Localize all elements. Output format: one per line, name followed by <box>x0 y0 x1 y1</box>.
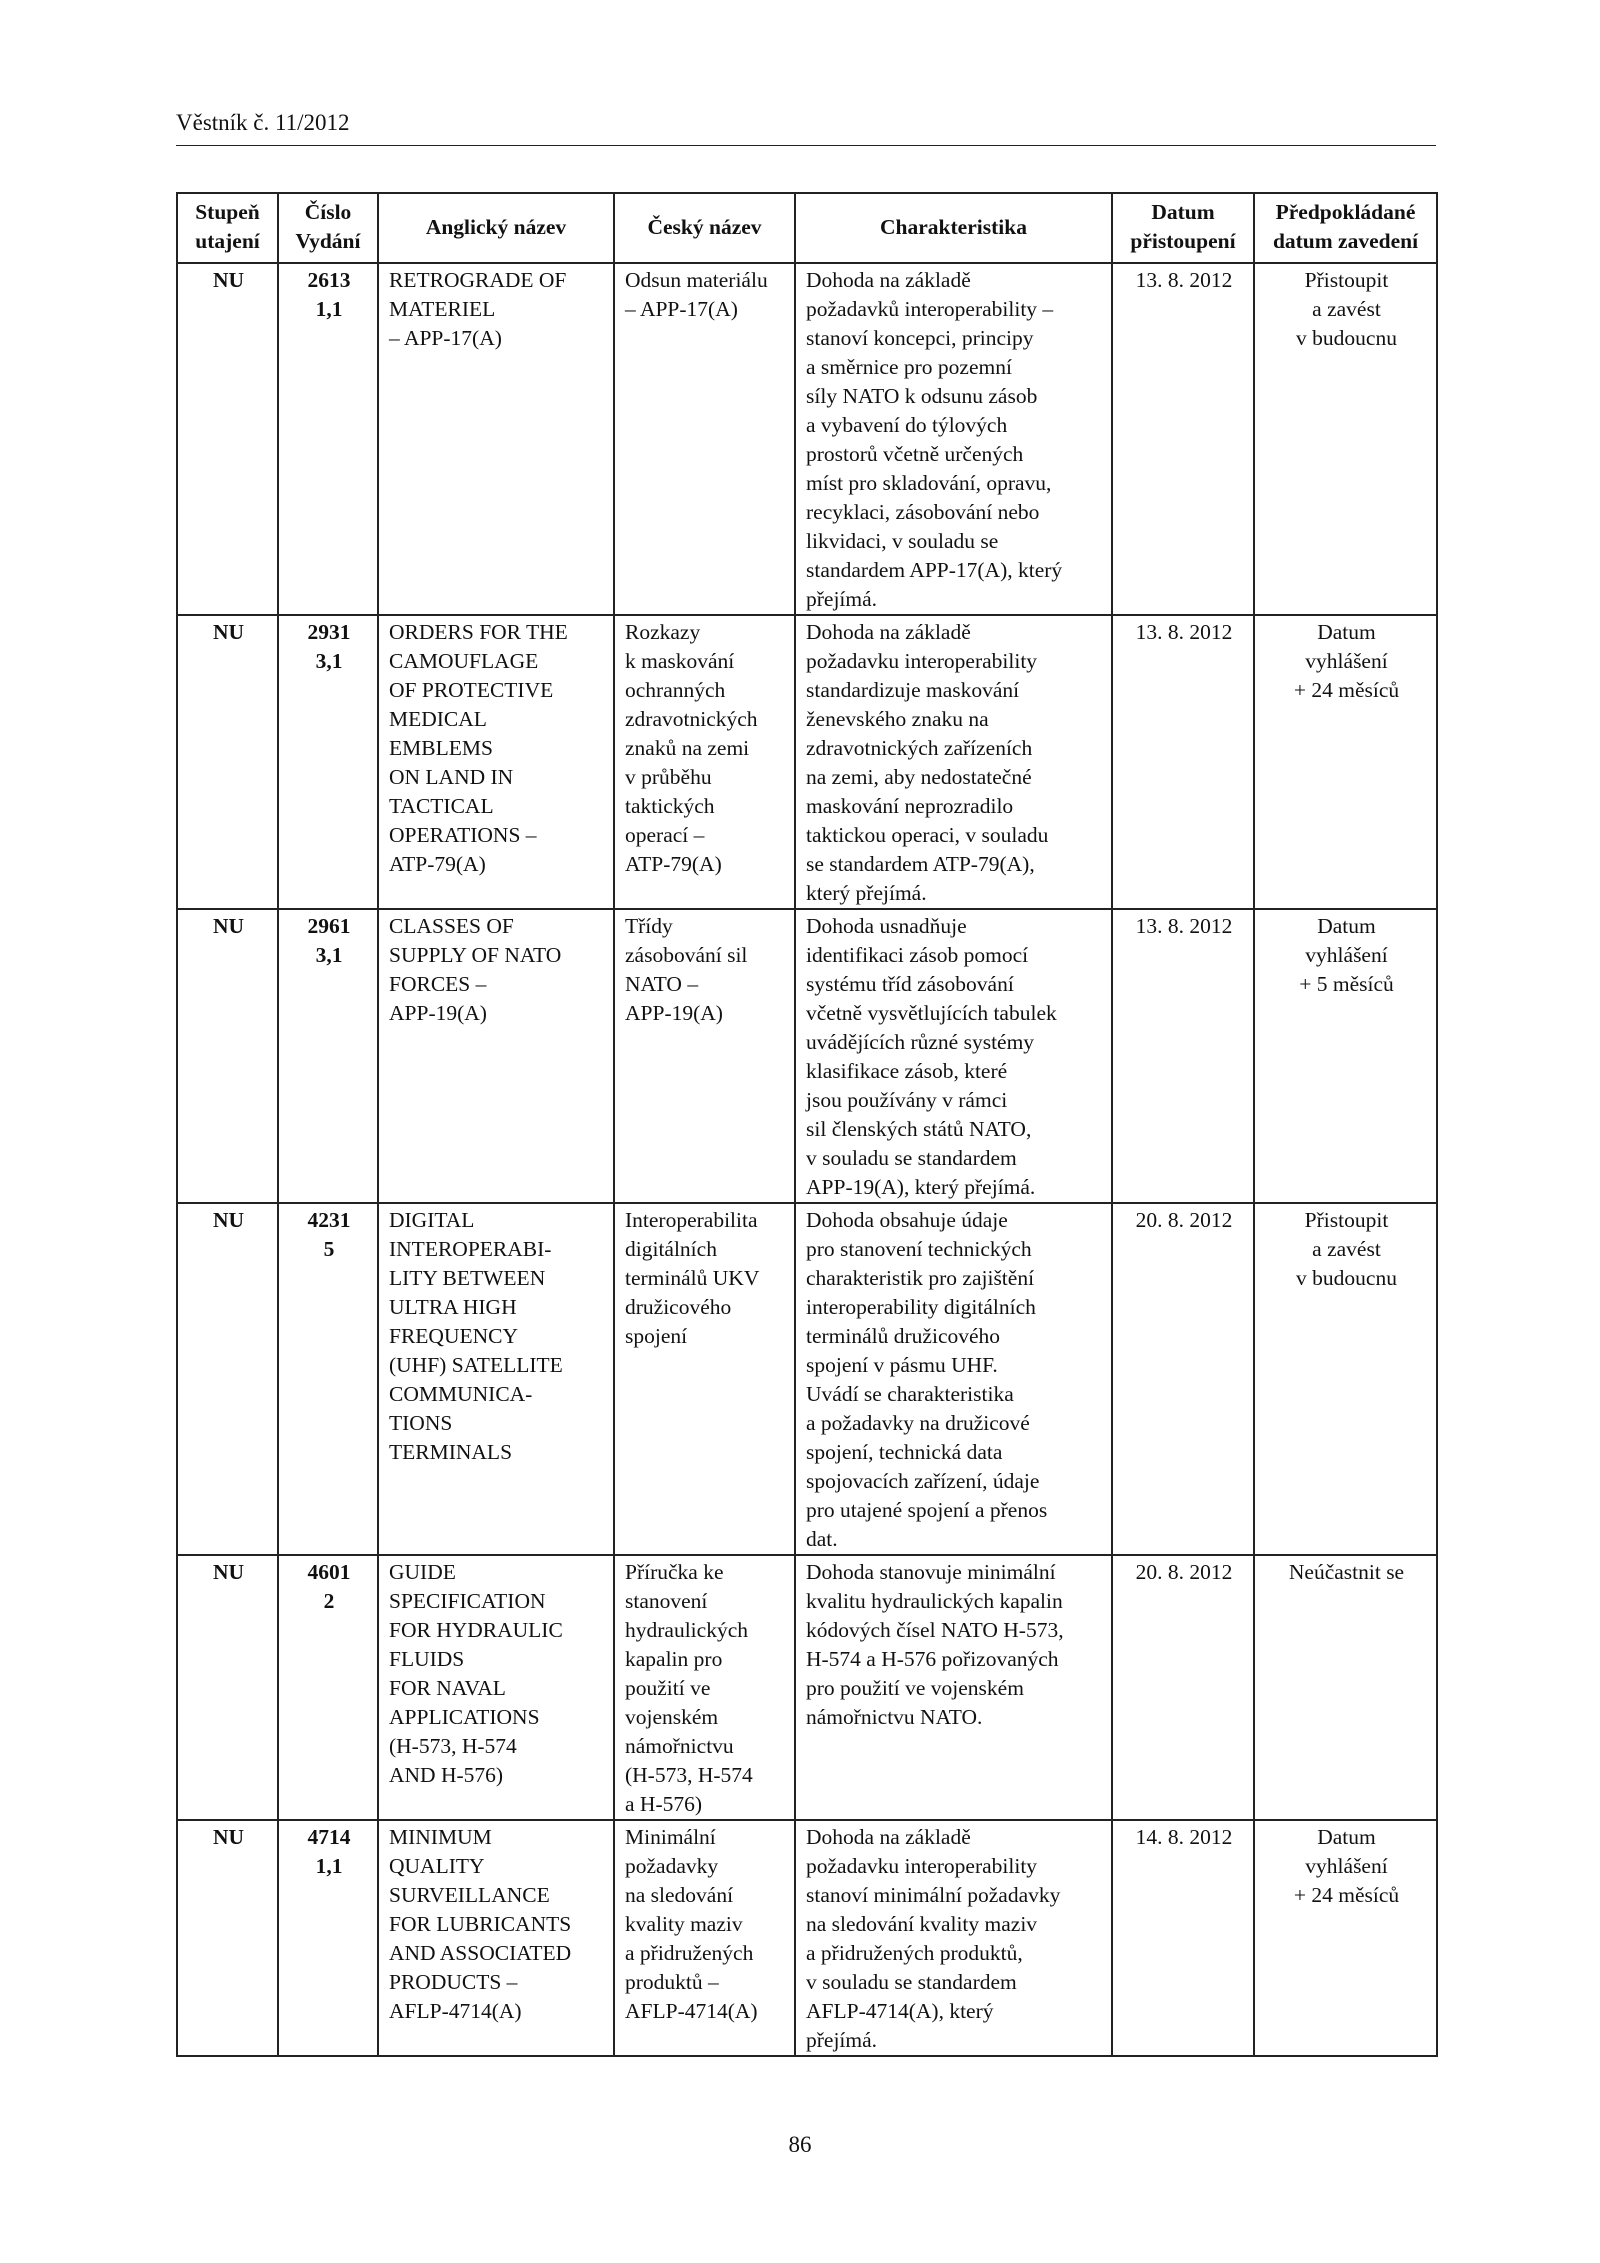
header-datum-zavedeni: Předpokládané datum zavedení <box>1254 193 1437 263</box>
cell-datum: 20. 8. 2012 <box>1112 1203 1254 1555</box>
cell-zavedeni: Přistoupit a zavést v budoucnu <box>1254 1203 1437 1555</box>
cell-zavedeni: Neúčastnit se <box>1254 1555 1437 1820</box>
cell-cislo: 2931 3,1 <box>278 615 378 909</box>
cell-anglicky-nazev: GUIDE SPECIFICATION FOR HYDRAULIC FLUIDS FOR NAVAL APPLICATIONS (H-573, H-574 AND H-576) <box>378 1555 614 1820</box>
cell-cislo: 4231 5 <box>278 1203 378 1555</box>
table-header-row <box>177 193 1437 263</box>
cell-cesky-nazev: Rozkazy k maskování ochranných zdravotnických znaků na zemi v průběhu taktických operací – ATP-79(A) <box>614 615 795 909</box>
cell-zavedeni: Datum vyhlášení + 24 měsíců <box>1254 615 1437 909</box>
cell-cislo: 2613 1,1 <box>278 263 378 615</box>
table-row <box>177 909 1437 1203</box>
cell-datum: 13. 8. 2012 <box>1112 615 1254 909</box>
cell-stupen: NU <box>177 909 278 1203</box>
cell-stupen: NU <box>177 1203 278 1555</box>
table-row <box>177 1555 1437 1820</box>
table-row <box>177 263 1437 615</box>
cell-stupen: NU <box>177 615 278 909</box>
cell-datum: 13. 8. 2012 <box>1112 263 1254 615</box>
cell-charakteristika: Dohoda na základě požadavků interoperability – stanoví koncepci, principy a směrnice pro pozemní síly NATO k odsunu zásob a vybavení do týlových prostorů včetně určených míst pro skladování, opravu, recyklaci, zásobování nebo likvidaci, v souladu se standardem APP-17(A), který přejímá. <box>795 263 1112 615</box>
cell-cislo: 4714 1,1 <box>278 1820 378 2056</box>
cell-cesky-nazev: Třídy zásobování sil NATO – APP-19(A) <box>614 909 795 1203</box>
cell-datum: 20. 8. 2012 <box>1112 1555 1254 1820</box>
cell-cesky-nazev: Minimální požadavky na sledování kvality maziv a přidružených produktů – AFLP-4714(A) <box>614 1820 795 2056</box>
cell-charakteristika: Dohoda stanovuje minimální kvalitu hydraulických kapalin kódových čísel NATO H-573, H-574 a H-576 pořizovaných pro použití ve vojenském námořnictvu NATO. <box>795 1555 1112 1820</box>
cell-stupen: NU <box>177 1555 278 1820</box>
cell-cesky-nazev: Odsun materiálu – APP-17(A) <box>614 263 795 615</box>
standards-table <box>176 192 1438 2057</box>
table-row <box>177 615 1437 909</box>
running-head: Věstník č. 11/2012 <box>176 110 350 135</box>
cell-cesky-nazev: Interoperabilita digitálních terminálů UKV družicového spojení <box>614 1203 795 1555</box>
cell-zavedeni: Datum vyhlášení + 24 měsíců <box>1254 1820 1437 2056</box>
cell-cislo: 4601 2 <box>278 1555 378 1820</box>
cell-charakteristika: Dohoda obsahuje údaje pro stanovení technických charakteristik pro zajištění interoperability digitálních terminálů družicového spojení v pásmu UHF. Uvádí se charakteristika a požadavky na družicové spojení, technická data spojovacích zařízení, údaje pro utajené spojení a přenos dat. <box>795 1203 1112 1555</box>
cell-datum: 13. 8. 2012 <box>1112 909 1254 1203</box>
header-anglicky-nazev: Anglický název <box>378 193 614 263</box>
header-charakteristika: Charakteristika <box>795 193 1112 263</box>
cell-anglicky-nazev: DIGITAL INTEROPERABI- LITY BETWEEN ULTRA HIGH FREQUENCY (UHF) SATELLITE COMMUNICA- TIONS TERMINALS <box>378 1203 614 1555</box>
cell-datum: 14. 8. 2012 <box>1112 1820 1254 2056</box>
cell-anglicky-nazev: ORDERS FOR THE CAMOUFLAGE OF PROTECTIVE MEDICAL EMBLEMS ON LAND IN TACTICAL OPERATIONS – ATP-79(A) <box>378 615 614 909</box>
header-cislo-vydani: Číslo Vydání <box>278 193 378 263</box>
header-rule <box>176 145 1436 146</box>
cell-charakteristika: Dohoda usnadňuje identifikaci zásob pomocí systému tříd zásobování včetně vysvětlujících tabulek uvádějících různé systémy klasifikace zásob, které jsou používány v rámci sil členských států NATO, v souladu se standardem APP-19(A), který přejímá. <box>795 909 1112 1203</box>
cell-anglicky-nazev: CLASSES OF SUPPLY OF NATO FORCES – APP-19(A) <box>378 909 614 1203</box>
cell-anglicky-nazev: RETROGRADE OF MATERIEL – APP-17(A) <box>378 263 614 615</box>
page-number: 86 <box>788 2132 812 2157</box>
table-row <box>177 1820 1437 2056</box>
cell-cesky-nazev: Příručka ke stanovení hydraulických kapalin pro použití ve vojenském námořnictvu (H-573, H-574 a H-576) <box>614 1555 795 1820</box>
cell-anglicky-nazev: MINIMUM QUALITY SURVEILLANCE FOR LUBRICANTS AND ASSOCIATED PRODUCTS – AFLP-4714(A) <box>378 1820 614 2056</box>
header-stupen-utajeni: Stupeň utajení <box>177 193 278 263</box>
cell-charakteristika: Dohoda na základě požadavku interoperability standardizuje maskování ženevského znaku na zdravotnických zařízeních na zemi, aby nedostatečné maskování neprozradilo taktickou operaci, v souladu se standardem ATP-79(A), který přejímá. <box>795 615 1112 909</box>
header-cesky-nazev: Český název <box>614 193 795 263</box>
table-row <box>177 1203 1437 1555</box>
cell-zavedeni: Přistoupit a zavést v budoucnu <box>1254 263 1437 615</box>
cell-cislo: 2961 3,1 <box>278 909 378 1203</box>
cell-charakteristika: Dohoda na základě požadavku interoperability stanoví minimální požadavky na sledování kvality maziv a přidružených produktů, v souladu se standardem AFLP-4714(A), který přejímá. <box>795 1820 1112 2056</box>
header-datum-pristoupeni: Datum přistoupení <box>1112 193 1254 263</box>
cell-stupen: NU <box>177 263 278 615</box>
cell-stupen: NU <box>177 1820 278 2056</box>
cell-zavedeni: Datum vyhlášení + 5 měsíců <box>1254 909 1437 1203</box>
